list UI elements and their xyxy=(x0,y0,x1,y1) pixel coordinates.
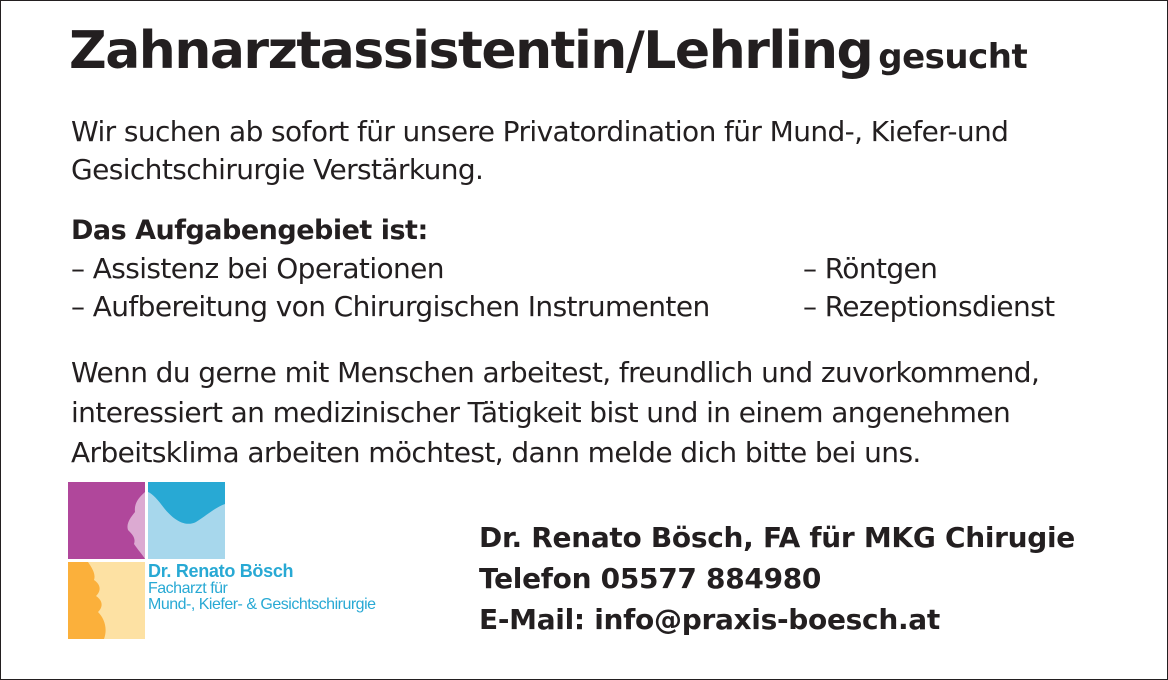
headline-main: Zahnarztassistentin/Lehrling xyxy=(69,21,873,81)
contact-email: E-Mail: info@praxis-boesch.at xyxy=(479,603,940,636)
tasks-heading: Das Aufgabengebiet ist: xyxy=(71,215,428,246)
intro-paragraph xyxy=(71,113,1141,189)
closing-line-1: Wenn du gerne mit Menschen arbeitest, freundlich und zuvorkommend, xyxy=(71,356,1040,389)
logo-specialty-line-2: Mund-, Kiefer- & Gesichtschirurgie xyxy=(148,596,376,613)
closing-line-2: interessiert an medizinischer Tätigkeit bist und in einem angenehmen xyxy=(71,396,1011,429)
contact-name: Dr. Renato Bösch, FA für MKG Chirugie xyxy=(479,521,1076,554)
headline-suffix: gesucht xyxy=(878,37,1028,77)
logo-specialty-line-1: Facharzt für xyxy=(148,580,228,597)
contact-phone: Telefon 05577 884980 xyxy=(479,562,822,595)
closing-line-3: Arbeitsklima arbeiten möchtest, dann melde dich bitte bei uns. xyxy=(71,436,921,469)
closing-paragraph xyxy=(71,353,1141,473)
intro-line-1: Wir suchen ab sofort für unsere Privatordination für Mund-, Kiefer-und xyxy=(71,115,1009,148)
task-item: – Aufbereitung von Chirurgischen Instrumenten xyxy=(71,290,710,323)
contact-block xyxy=(479,517,1075,640)
task-item: – Assistenz bei Operationen xyxy=(71,252,444,285)
task-item: – Rezeptionsdienst xyxy=(803,290,1055,323)
logo-doctor-name: Dr. Renato Bösch xyxy=(148,561,294,581)
intro-line-2: Gesichtschirurgie Verstärkung. xyxy=(71,153,484,186)
logo-text xyxy=(148,562,376,613)
practice-logo xyxy=(68,482,458,642)
headline xyxy=(69,23,1027,80)
task-item: – Röntgen xyxy=(803,252,938,285)
